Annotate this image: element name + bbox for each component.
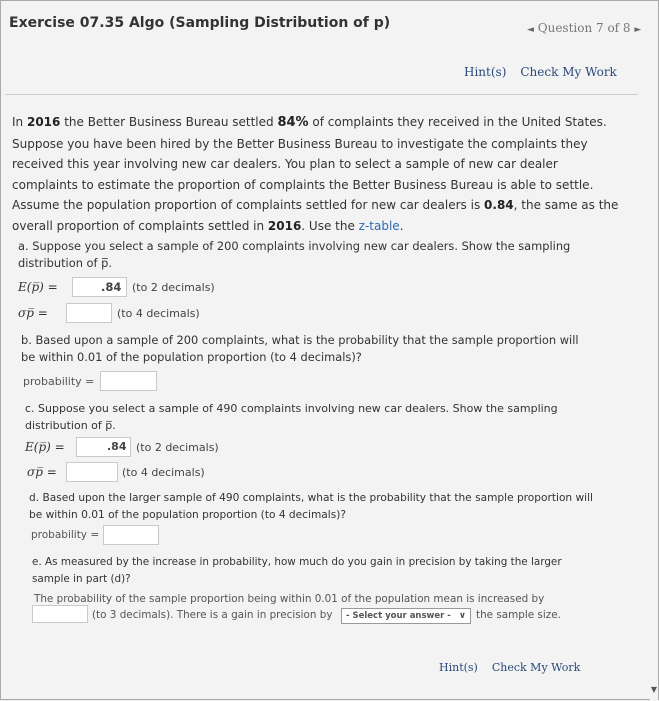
z-table-link[interactable]: z-table: [358, 218, 400, 233]
part-b-probability-input[interactable]: [100, 371, 157, 391]
check-my-work-link-top[interactable]: Check My Work: [520, 65, 617, 79]
part-e-question: e. As measured by the increase in probability, how much do you gain in precision by taking the larger sample in part (d)?: [32, 556, 562, 585]
part-c-sd-hint: (to 4 decimals): [122, 466, 205, 479]
part-d-question: d. Based upon the larger sample of 490 complaints, what is the probability that the sample proportion will be within 0.01 of the population proportion (to 4 decimals)?: [29, 492, 593, 521]
exercise-title: Exercise 07.35 Algo (Sampling Distribution of p): [9, 15, 391, 31]
top-links: [464, 65, 631, 79]
part-c-expected-value-input[interactable]: .84: [76, 437, 131, 457]
next-question-icon[interactable]: ►: [634, 25, 642, 35]
part-a-sd-hint: (to 4 decimals): [117, 307, 200, 320]
scrollbar[interactable]: [650, 1, 658, 701]
prev-question-icon[interactable]: ◄: [527, 25, 534, 35]
problem-statement: In 2016 the Better Business Bureau settled 84% of complaints they received in the United States. Suppose you have been hired by the Better Business Bureau to investigate the complaints they received this year involving new car dealers. You plan to select a sample of new car dealer complaints to estimate the proportion of complaints the Better Business Bureau is able to settle. Assume the population proportion of complaints settled for new car dealers is 0.84, the same as the overall proportion of complaints settled in 2016. Use the z-table.: [12, 115, 619, 233]
part-a-sd-label: σp̅ =: [18, 306, 48, 320]
part-e-precision-gain-input[interactable]: [32, 605, 88, 623]
part-c-e-hint: (to 2 decimals): [136, 441, 219, 454]
check-my-work-link-bottom[interactable]: Check My Work: [491, 661, 581, 674]
part-e-hint: (to 3 decimals). There is a gain in precision by: [92, 609, 333, 621]
part-b-prob-label: probability =: [23, 375, 95, 388]
hint-link-top[interactable]: Hint(s): [464, 65, 507, 79]
hint-link-bottom[interactable]: Hint(s): [439, 661, 478, 674]
part-c-std-error-input[interactable]: [66, 462, 118, 482]
divider: [5, 94, 638, 95]
part-a-e-label: E(p̅) =: [18, 280, 58, 294]
part-a-e-hint: (to 2 decimals): [132, 281, 215, 294]
part-e-after: the sample size.: [476, 609, 561, 621]
part-d-probability-input[interactable]: [103, 525, 159, 545]
part-c-sd-label: σp̅ =: [27, 465, 57, 479]
part-b-question: b. Based upon a sample of 200 complaints, what is the probability that the sample proportion will be within 0.01 of the population proportion (to 4 decimals)?: [21, 333, 579, 364]
part-a-std-error-input[interactable]: [66, 303, 112, 323]
part-d-prob-label: probability =: [31, 529, 100, 541]
bottom-links: [439, 661, 594, 674]
part-a-expected-value-input[interactable]: .84: [72, 277, 127, 297]
part-c-e-label: E(p̅) =: [25, 440, 65, 454]
part-e-select-label: - Select your answer -: [346, 611, 451, 621]
part-a-question: a. Suppose you select a sample of 200 complaints involving new car dealers. Show the sampling distribution of p̅.: [18, 239, 571, 270]
part-c-question: c. Suppose you select a sample of 490 complaints involving new car dealers. Show the sampling distribution of p̅.: [25, 402, 558, 432]
chevron-down-icon: ∨: [458, 611, 466, 621]
question-counter: Question 7 of 8: [537, 21, 631, 35]
question-nav: [527, 21, 641, 35]
part-e-line1: The probability of the sample proportion being within 0.01 of the population mean is increased by: [34, 593, 545, 605]
part-e-answer-select[interactable]: [341, 608, 471, 624]
scroll-down-icon[interactable]: ▼: [650, 685, 657, 694]
